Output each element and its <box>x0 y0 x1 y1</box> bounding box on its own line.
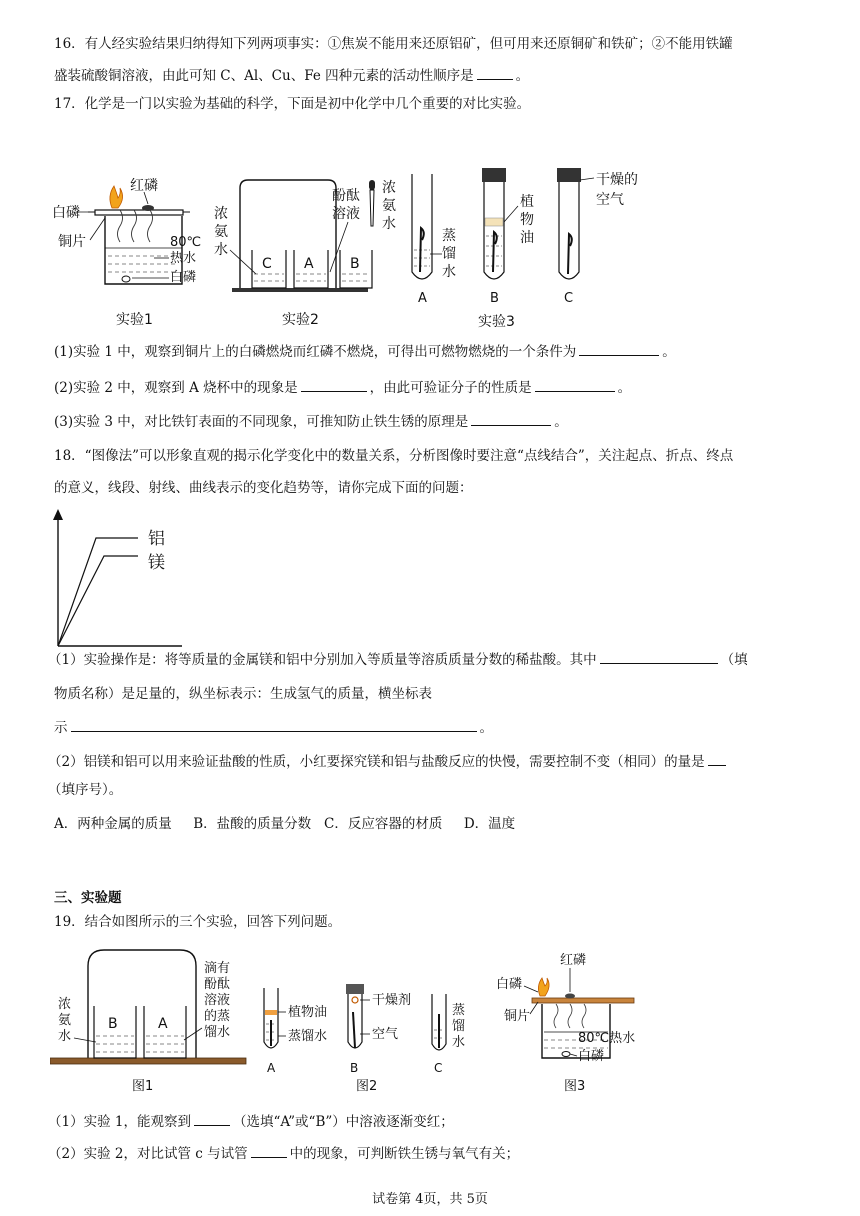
label-desiccant: 干燥剂 <box>372 993 412 1008</box>
label-phen-3: 溶液 <box>204 993 231 1008</box>
label-copper: 铜片 <box>504 1009 531 1024</box>
label-phenolphthalein-2: 溶液 <box>332 206 360 222</box>
label-beaker-a: A <box>304 256 314 272</box>
q18-graph <box>44 506 184 652</box>
oil-layer <box>265 1010 277 1015</box>
label-oil-3: 油 <box>520 230 534 246</box>
q18-option-c[interactable]: C．反应容器的材质 <box>324 816 443 832</box>
q19-blank-2[interactable] <box>251 1142 287 1158</box>
tube-a <box>412 174 432 279</box>
label-phen-1: 滴有 <box>204 961 231 976</box>
caption-exp1: 实验1 <box>116 312 153 328</box>
label-tube-c: C <box>434 1061 443 1075</box>
q17-blank-4[interactable] <box>471 410 551 426</box>
q18-line2: 的意义，线段、射线、曲线表示的变化趋势等，请你完成下面的问题： <box>54 480 473 496</box>
label-copper: 铜片 <box>58 234 86 250</box>
label-tube-c: C <box>564 291 574 306</box>
label-beaker-b: B <box>350 256 360 272</box>
label-water-2: 馏 <box>442 246 456 262</box>
label-ammonia-3: 水 <box>58 1029 72 1044</box>
q16-line1: 16．有人经实验结果归纳得知下列两项事实：①焦炭不能用来还原铝矿，但可用来还原铜矿和铁矿；②不能用铁罐 <box>54 36 733 52</box>
q17-exp1 <box>52 177 201 328</box>
label-red-p: 红磷 <box>560 953 587 968</box>
wood-base <box>50 1058 246 1064</box>
section-title: 三、实验题 <box>54 890 122 906</box>
page-footer: 试卷第 4页，共 5页 <box>372 1192 488 1207</box>
q16-answer-blank[interactable] <box>477 64 513 80</box>
red-phosphorus <box>142 205 154 211</box>
label-white-p: 白磷 <box>496 977 523 992</box>
flame-icon <box>538 978 549 996</box>
q17-figure <box>50 162 690 334</box>
base-plate <box>232 288 368 292</box>
line-aluminum <box>58 538 138 646</box>
label-water-c-1: 蒸 <box>452 1003 466 1018</box>
label-red-p: 红磷 <box>130 178 158 194</box>
label-ammonia-3: 水 <box>214 242 228 258</box>
label-white-p: 白磷 <box>52 205 80 221</box>
q17-blank-3[interactable] <box>535 376 615 392</box>
red-phosphorus <box>565 994 575 999</box>
label-ammonia-2: 氨 <box>58 1013 72 1028</box>
label-beaker-c: C <box>262 256 272 272</box>
label-dry-air-2: 空气 <box>596 192 624 208</box>
label-beaker-a: A <box>158 1016 168 1032</box>
q17-exp2 <box>214 180 396 328</box>
q18-line1: 18．“图像法”可以形象直观的揭示化学变化中的数量关系，分析图像时要注意“点线结合”，关注起点、折点、终点 <box>54 448 734 464</box>
q19-blank-1[interactable] <box>194 1110 230 1126</box>
label-dry-air-1: 干燥的 <box>596 172 638 188</box>
label-ammonia-1: 浓 <box>58 997 72 1012</box>
label-aluminum: 铝 <box>148 529 165 549</box>
label-water: 蒸馏水 <box>288 1029 328 1044</box>
copper-plate <box>532 998 634 1003</box>
label-tube-b: B <box>350 1061 359 1075</box>
label-dropper-2: 氨 <box>382 198 396 214</box>
label-tube-a: A <box>267 1061 276 1075</box>
q19-stem: 19．结合如图所示的三个实验，回答下列问题。 <box>54 914 342 930</box>
q17-p2: (2)实验 2 中，观察到 A 烧杯中的现象是 ，由此可验证分子的性质是 。 <box>54 376 814 398</box>
dropper <box>370 190 374 226</box>
label-tube-b: B <box>490 291 499 306</box>
label-dropper-3: 水 <box>382 216 396 232</box>
label-water-3: 水 <box>442 264 456 280</box>
label-water-c-3: 水 <box>452 1035 466 1050</box>
label-phen-2: 酚酞 <box>204 977 231 992</box>
caption-fig2: 图2 <box>356 1079 378 1094</box>
y-axis-arrow-icon <box>53 509 63 520</box>
stopper-c <box>557 168 581 182</box>
oil-layer <box>485 218 503 226</box>
bell-jar <box>240 180 336 288</box>
iron-nail-c <box>568 234 572 274</box>
q18-p2-line1: （2）铝镁和铝可以用来验证盐酸的性质，小红要探究镁和铝与盐酸反应的快慢，需要控制不变（相同）的量是 <box>48 750 808 772</box>
q16-line2: 盛装硫酸铜溶液，由此可知 C、Al、Cu、Fe 四种元素的活动性顺序是 。 <box>54 64 814 86</box>
label-white-p2: 白磷 <box>578 1049 605 1064</box>
label-phenolphthalein-1: 酚酞 <box>332 188 360 204</box>
q18-blank-1[interactable] <box>600 648 718 664</box>
label-tube-a: A <box>418 291 427 306</box>
label-ammonia-1: 浓 <box>214 206 228 222</box>
label-air: 空气 <box>372 1027 399 1042</box>
q19-fig3 <box>496 952 635 1094</box>
q18-option-d[interactable]: D．温度 <box>463 816 516 832</box>
label-ammonia-2: 氨 <box>214 224 228 240</box>
stopper-b <box>482 168 506 182</box>
label-water-c-2: 馏 <box>452 1019 466 1034</box>
q18-p1-line1: （1）实验操作是：将等质量的金属镁和铝中分别加入等质量等溶质质量分数的稀盐酸。其中 （填 <box>48 648 808 670</box>
copper-plate <box>95 210 183 215</box>
label-phen-5: 馏水 <box>204 1025 231 1040</box>
caption-exp2: 实验2 <box>282 312 319 328</box>
q17-blank-1[interactable] <box>579 340 659 356</box>
label-dropper-1: 浓 <box>382 180 396 196</box>
q18-p1-line2: 物质名称）是足量的，纵坐标表示：生成氢气的质量，横坐标表 <box>54 686 432 702</box>
label-water-1: 蒸 <box>442 228 456 244</box>
label-beaker-b: B <box>108 1016 118 1032</box>
line-magnesium <box>58 556 138 646</box>
q18-p1-line3: 示 。 <box>54 716 814 738</box>
white-phosphorus-underwater <box>562 1052 570 1057</box>
q19-p2: （2）实验 2，对比试管 c 与试管 中的现象，可判断铁生锈与氧气有关； <box>48 1142 808 1164</box>
q19-fig2 <box>264 984 465 1094</box>
label-phen-4: 的蒸 <box>204 1009 231 1024</box>
label-white-p2: 白磷 <box>170 270 197 285</box>
q19-p1: （1）实验 1，能观察到 （选填“A”或“B”）中溶液逐渐变红； <box>48 1110 808 1132</box>
q18-p2-line2: （填序号）。 <box>48 782 123 798</box>
q19-figure <box>50 940 670 1100</box>
caption-exp3: 实验3 <box>478 314 515 330</box>
q19-fig1 <box>50 950 246 1094</box>
q18-blank-2[interactable] <box>71 716 477 732</box>
caption-fig3: 图3 <box>564 1079 586 1094</box>
label-hot-water: 80℃热水 <box>578 1031 636 1046</box>
q18-option-b[interactable]: B．盐酸的质量分数 <box>193 816 312 832</box>
q17-p3: (3)实验 3 中，对比铁钉表面的不同现象，可推知防止铁生锈的原理是 。 <box>54 410 814 432</box>
label-oil-1: 植 <box>520 194 534 210</box>
label-oil: 植物油 <box>288 1005 328 1020</box>
flame-icon <box>110 186 123 208</box>
desiccant <box>352 997 358 1003</box>
dropper-bulb <box>369 180 375 190</box>
label-oil-2: 物 <box>520 212 534 228</box>
q18-options <box>54 814 814 834</box>
q17-blank-2[interactable] <box>301 376 367 392</box>
q18-blank-3[interactable] <box>708 750 726 766</box>
bell-jar <box>88 950 196 1058</box>
stopper-b <box>346 984 364 994</box>
q17-exp3 <box>412 168 638 330</box>
q17-p1: (1)实验 1 中，观察到铜片上的白磷燃烧而红磷不燃烧，可得出可燃物燃烧的一个条件为 。 <box>54 340 814 362</box>
label-magnesium: 镁 <box>148 553 165 573</box>
label-hot-water: 热水 <box>170 251 197 266</box>
label-80c: 80℃ <box>170 235 202 250</box>
caption-fig1: 图1 <box>132 1079 154 1094</box>
q18-option-a[interactable]: A．两种金属的质量 <box>54 816 172 832</box>
white-phosphorus-underwater <box>122 276 130 282</box>
iron-nail-b <box>353 1012 355 1048</box>
q17-stem: 17．化学是一门以实验为基础的科学，下面是初中化学中几个重要的对比实验。 <box>54 96 531 112</box>
